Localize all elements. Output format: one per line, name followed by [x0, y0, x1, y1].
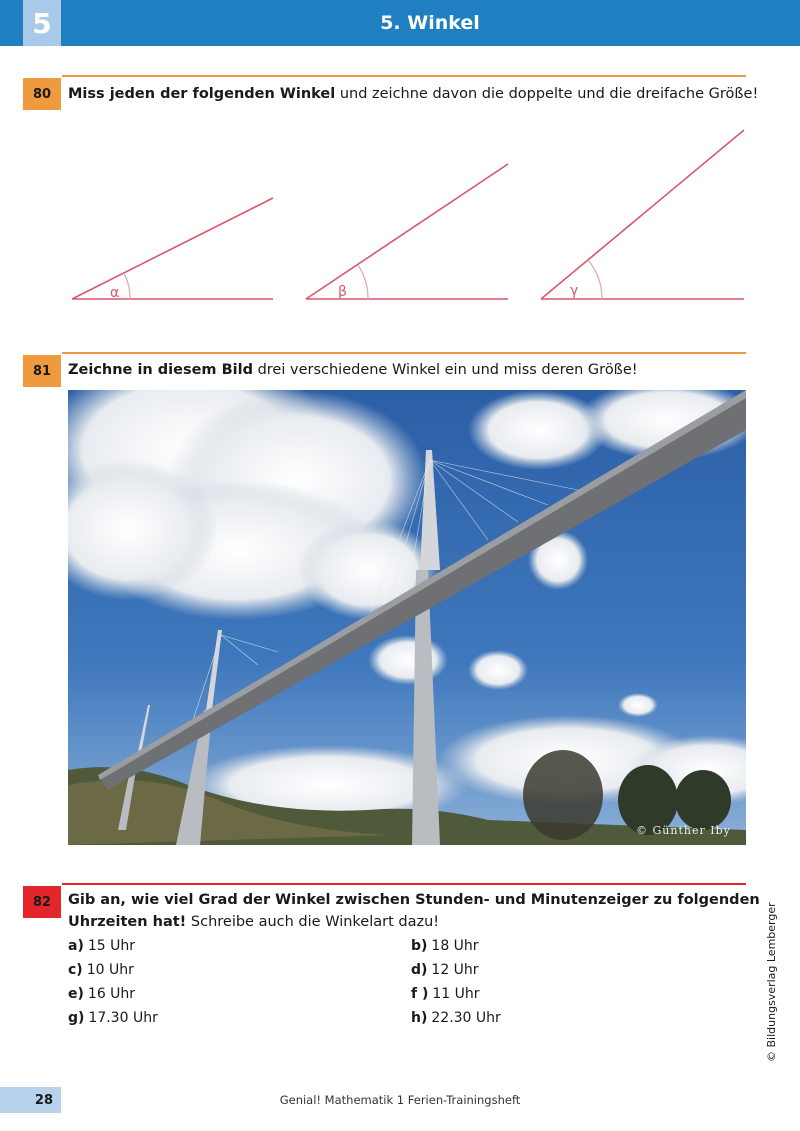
item-g-label: g) — [68, 1010, 85, 1026]
item-d-value: 12 Uhr — [431, 962, 479, 978]
task-80-rule — [62, 75, 746, 77]
task-82-instruction — [68, 889, 760, 933]
page-number: 28 — [0, 1087, 61, 1113]
item-h-value: 22.30 Uhr — [431, 1010, 501, 1026]
task-82-rest: Schreibe auch die Winkelart dazu! — [186, 914, 440, 930]
photo-credit: © Günther Iby — [636, 824, 731, 837]
task-82-bold-line2: Uhrzeiten hat! — [68, 914, 187, 930]
publisher-credit: © Bildungsverlag Lemberger — [765, 902, 778, 1062]
item-h-label: h) — [411, 1010, 428, 1026]
task-80-number: 80 — [23, 78, 61, 110]
item-f — [411, 986, 480, 1002]
angle-gamma — [541, 130, 744, 299]
angle-alpha — [72, 198, 273, 301]
task-80-bold: Miss jeden der folgenden Winkel — [68, 86, 336, 102]
angle-beta-label: β — [338, 284, 347, 300]
item-h — [411, 1010, 501, 1026]
item-g — [68, 1010, 158, 1026]
task-82-rule — [62, 883, 746, 885]
item-b-value: 18 Uhr — [431, 938, 479, 954]
task-80-instruction — [68, 83, 758, 105]
angle-gamma-label: γ — [570, 283, 579, 299]
bridge-photo — [68, 390, 746, 845]
item-b-label: b) — [411, 938, 428, 954]
item-f-label: f ) — [411, 986, 429, 1002]
task-82-bold-line1: Gib an, wie viel Grad der Winkel zwischen Stunden- und Minutenzeiger zu folgenden — [68, 892, 760, 908]
item-e — [68, 986, 135, 1002]
item-d — [411, 962, 479, 978]
task-81-bold: Zeichne in diesem Bild — [68, 362, 253, 378]
item-g-value: 17.30 Uhr — [88, 1010, 158, 1026]
item-c-value: 10 Uhr — [86, 962, 134, 978]
task-81-number: 81 — [23, 355, 61, 387]
item-f-value: 11 Uhr — [432, 986, 480, 1002]
item-d-label: d) — [411, 962, 428, 978]
chapter-title: 5. Winkel — [380, 12, 480, 34]
item-e-value: 16 Uhr — [87, 986, 136, 1002]
task-80-rest: und zeichne davon die doppelte und die dreifache Größe! — [335, 86, 759, 102]
task-81-rest: drei verschiedene Winkel ein und miss deren Größe! — [252, 362, 638, 378]
task-81-instruction — [68, 359, 638, 381]
item-b — [411, 938, 479, 954]
item-c — [68, 962, 134, 978]
item-a — [68, 938, 135, 954]
book-title: Genial! Mathematik 1 Ferien-Trainingsheft — [279, 1093, 521, 1107]
task-81-rule — [62, 352, 746, 354]
item-e-label: e) — [68, 986, 84, 1002]
angles-figure — [60, 120, 760, 320]
chapter-number: 5 — [23, 0, 61, 46]
item-a-value: 15 Uhr — [87, 938, 135, 954]
task-82-number: 82 — [23, 886, 61, 918]
angle-alpha-label: α — [110, 285, 120, 301]
item-a-label: a) — [68, 938, 84, 954]
angle-beta — [306, 164, 508, 300]
item-c-label: c) — [68, 962, 83, 978]
